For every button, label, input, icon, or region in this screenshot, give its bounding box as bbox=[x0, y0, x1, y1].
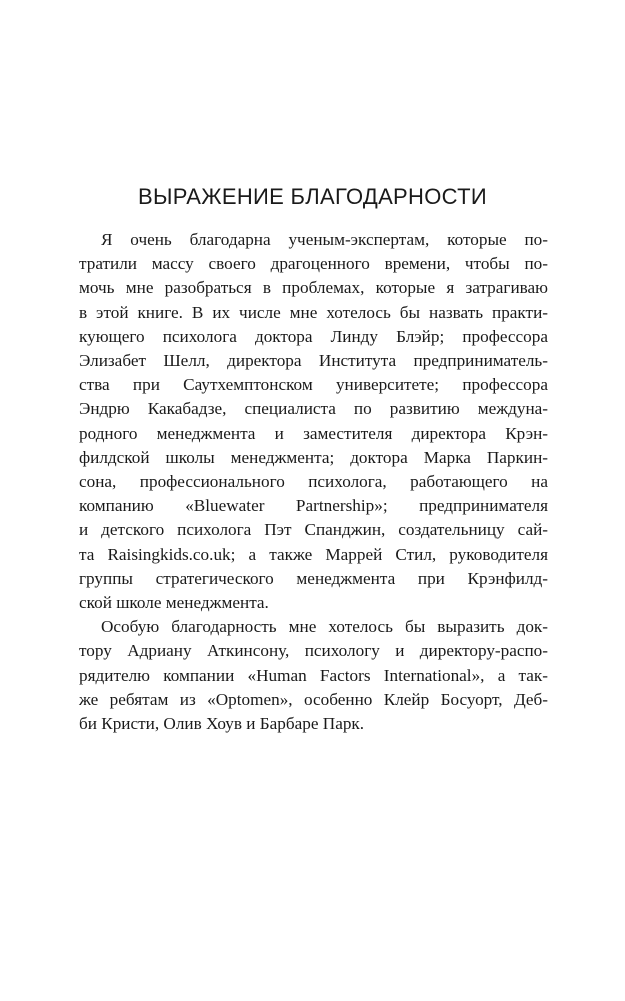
page-title: ВЫРАЖЕНИЕ БЛАГОДАРНОСТИ bbox=[138, 184, 487, 209]
text-line: ской школе менеджмента. bbox=[79, 593, 269, 613]
body-text bbox=[79, 228, 548, 736]
text-line: родного менеджмента и заместителя директора Крэн- bbox=[79, 423, 548, 443]
text-line: группы стратегического менеджмента при Крэнфилд- bbox=[79, 568, 548, 588]
text-line: тратили массу своего драгоценного времени, чтобы по- bbox=[79, 254, 548, 274]
text-line: Эндрю Какабадзе, специалиста по развитию междуна- bbox=[79, 399, 548, 419]
text-line: Элизабет Шелл, директора Института предприниматель- bbox=[79, 351, 548, 371]
paragraph-1 bbox=[79, 228, 548, 615]
text-line: и детского психолога Пэт Спанджин, создательницу сай- bbox=[79, 520, 548, 540]
text-line: ства при Саутхемптонском университете; профессора bbox=[79, 375, 548, 395]
text-line: та Raisingkids.co.uk; а также Маррей Стил, руководителя bbox=[79, 544, 548, 564]
text-line: би Кристи, Олив Хоув и Барбаре Парк. bbox=[79, 714, 365, 734]
text-line: компанию «Bluewater Partnership»; предпринимателя bbox=[79, 496, 548, 516]
paragraph-2 bbox=[79, 615, 548, 736]
text-line: тору Адриану Аткинсону, психологу и директору-распо- bbox=[79, 641, 548, 661]
text-line: рядителю компании «Human Factors International», а так- bbox=[79, 665, 548, 685]
text-line: Особую благодарность мне хотелось бы выразить док- bbox=[101, 617, 548, 637]
text-line: же ребятам из «Optomen», особенно Клейр Босуорт, Деб- bbox=[79, 689, 548, 709]
text-line: филдской школы менеджмента; доктора Марка Паркин- bbox=[79, 447, 548, 467]
text-line: в этой книге. В их числе мне хотелось бы назвать практи- bbox=[79, 302, 548, 322]
text-line: кующего психолога доктора Линду Блэйр; профессора bbox=[79, 326, 548, 346]
text-line: мочь мне разобраться в проблемах, которые я затрагиваю bbox=[79, 278, 548, 298]
text-line: Я очень благодарна ученым-экспертам, которые по- bbox=[101, 230, 548, 249]
text-line: сона, профессионального психолога, работающего на bbox=[79, 472, 548, 492]
